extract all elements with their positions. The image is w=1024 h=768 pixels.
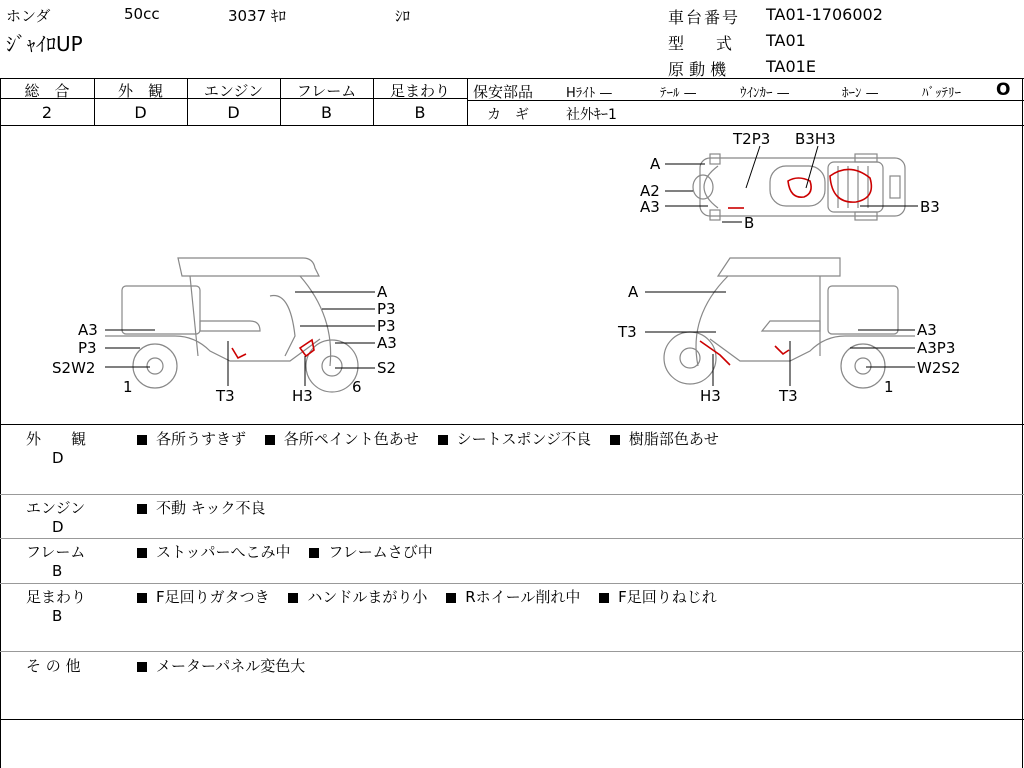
damage-marks-top	[728, 169, 871, 208]
mileage: 3037 ｷﾛ	[228, 7, 286, 25]
top-label-a2: A2	[640, 182, 660, 200]
right-label-1: 1	[884, 378, 894, 396]
note-label: 外 観	[26, 430, 87, 448]
note-label: フレーム	[26, 543, 86, 561]
left-label-h3: H3	[292, 387, 313, 405]
type-value: TA01	[766, 31, 806, 50]
note-item: メーターパネル変色大	[137, 655, 305, 676]
note-grade: D	[52, 449, 64, 467]
right-label-a3p3: A3P3	[917, 339, 956, 357]
note-items	[137, 655, 319, 676]
safety-winker: ｳｲﾝｶｰ —	[740, 86, 790, 101]
right-label-t3b: T3	[779, 387, 798, 405]
safety-label: 保安部品	[473, 83, 534, 101]
score-total: 2	[41, 103, 53, 122]
score-header-total: 総 合	[24, 82, 70, 100]
top-label-b: B	[744, 214, 755, 232]
score-frame: B	[321, 103, 332, 122]
divider	[0, 78, 1024, 79]
color: ｼﾛ	[395, 7, 411, 25]
left-label-a3b: A3	[78, 321, 98, 339]
top-label-b3h3: B3H3	[795, 130, 836, 148]
note-item: フレームさび中	[309, 541, 432, 562]
scooter-left-view	[105, 258, 358, 392]
note-label: そ の 他	[26, 657, 81, 675]
damage-marks-left	[232, 340, 314, 358]
right-label-h3: H3	[700, 387, 721, 405]
top-label-b3: B3	[920, 198, 940, 216]
note-grade: B	[52, 562, 63, 580]
divider	[0, 424, 1024, 425]
score-header-frame: フレーム	[296, 82, 357, 100]
safety-headlight: Hﾗｲﾄ —	[566, 86, 613, 101]
score-exterior: D	[134, 103, 147, 122]
right-label-t3a: T3	[618, 323, 637, 341]
note-item: 各所ペイント色あせ	[265, 428, 419, 449]
right-label-w2s2: W2S2	[917, 359, 961, 377]
score-suspension: B	[414, 103, 426, 122]
type-label: 型 式	[668, 34, 733, 53]
scooter-top-view	[693, 154, 905, 220]
left-label-1: 1	[123, 378, 133, 396]
note-items	[137, 586, 731, 607]
divider	[467, 78, 468, 125]
key-label: カ ギ	[487, 107, 529, 123]
note-item: ハンドルまがり小	[288, 586, 427, 607]
key-value: 社外ｷｰ1	[566, 107, 617, 123]
left-label-a: A	[377, 283, 388, 301]
divider	[0, 719, 1024, 720]
note-item: Rホイール削れ中	[446, 586, 580, 607]
top-label-a3: A3	[640, 198, 660, 216]
engine-value: TA01E	[766, 57, 816, 76]
left-label-s2: S2	[377, 359, 397, 377]
note-label: 足まわり	[26, 588, 87, 606]
left-label-a3a: A3	[377, 334, 397, 352]
note-item: 不動 キック不良	[137, 497, 265, 518]
left-label-t3: T3	[216, 387, 235, 405]
chassis-value: TA01-1706002	[766, 5, 883, 24]
left-label-p3a: P3	[377, 300, 396, 318]
left-label-p3b: P3	[377, 317, 396, 335]
left-label-s2w2: S2W2	[52, 359, 96, 377]
score-header-exterior: 外 観	[117, 82, 163, 100]
maker: ホンダ	[6, 7, 51, 25]
left-label-p3c: P3	[78, 339, 97, 357]
battery-mark: O	[996, 80, 1011, 100]
note-item: ストッパーへこみ中	[137, 541, 291, 562]
note-grade: D	[52, 518, 64, 536]
right-label-a3: A3	[917, 321, 937, 339]
note-item: 各所うすきず	[137, 428, 246, 449]
right-label-a: A	[628, 283, 639, 301]
note-items	[137, 541, 447, 562]
model-name: ｼﾞｬｲﾛUP	[6, 32, 83, 56]
safety-horn: ﾎｰﾝ —	[842, 86, 879, 101]
scooter-diagram	[0, 126, 1024, 424]
top-label-a: A	[650, 155, 661, 173]
safety-battery: ﾊﾞｯﾃﾘｰ	[922, 86, 961, 101]
note-label: エンジン	[26, 499, 86, 517]
note-item: F足回りねじれ	[599, 586, 717, 607]
note-grade: B	[52, 607, 63, 625]
divider	[0, 583, 1024, 584]
note-item: 樹脂部色あせ	[610, 428, 719, 449]
left-label-6: 6	[352, 378, 362, 396]
divider	[0, 494, 1024, 495]
safety-tail: ﾃｰﾙ —	[660, 86, 697, 101]
divider	[0, 538, 1024, 539]
note-items	[137, 428, 733, 449]
note-items	[137, 497, 279, 518]
score-engine: D	[227, 103, 240, 122]
score-header-suspension: 足まわり	[389, 82, 450, 100]
note-item: シートスポンジ不良	[438, 428, 591, 449]
engine-label: 原 動 機	[668, 60, 727, 79]
top-label-t2p3: T2P3	[733, 130, 771, 148]
chassis-label: 車台番号	[668, 8, 741, 27]
divider	[0, 651, 1024, 652]
score-header-engine: エンジン	[203, 82, 264, 100]
displacement: 50cc	[124, 5, 160, 23]
note-item: F足回りガタつき	[137, 586, 270, 607]
leader-lines	[105, 146, 918, 386]
